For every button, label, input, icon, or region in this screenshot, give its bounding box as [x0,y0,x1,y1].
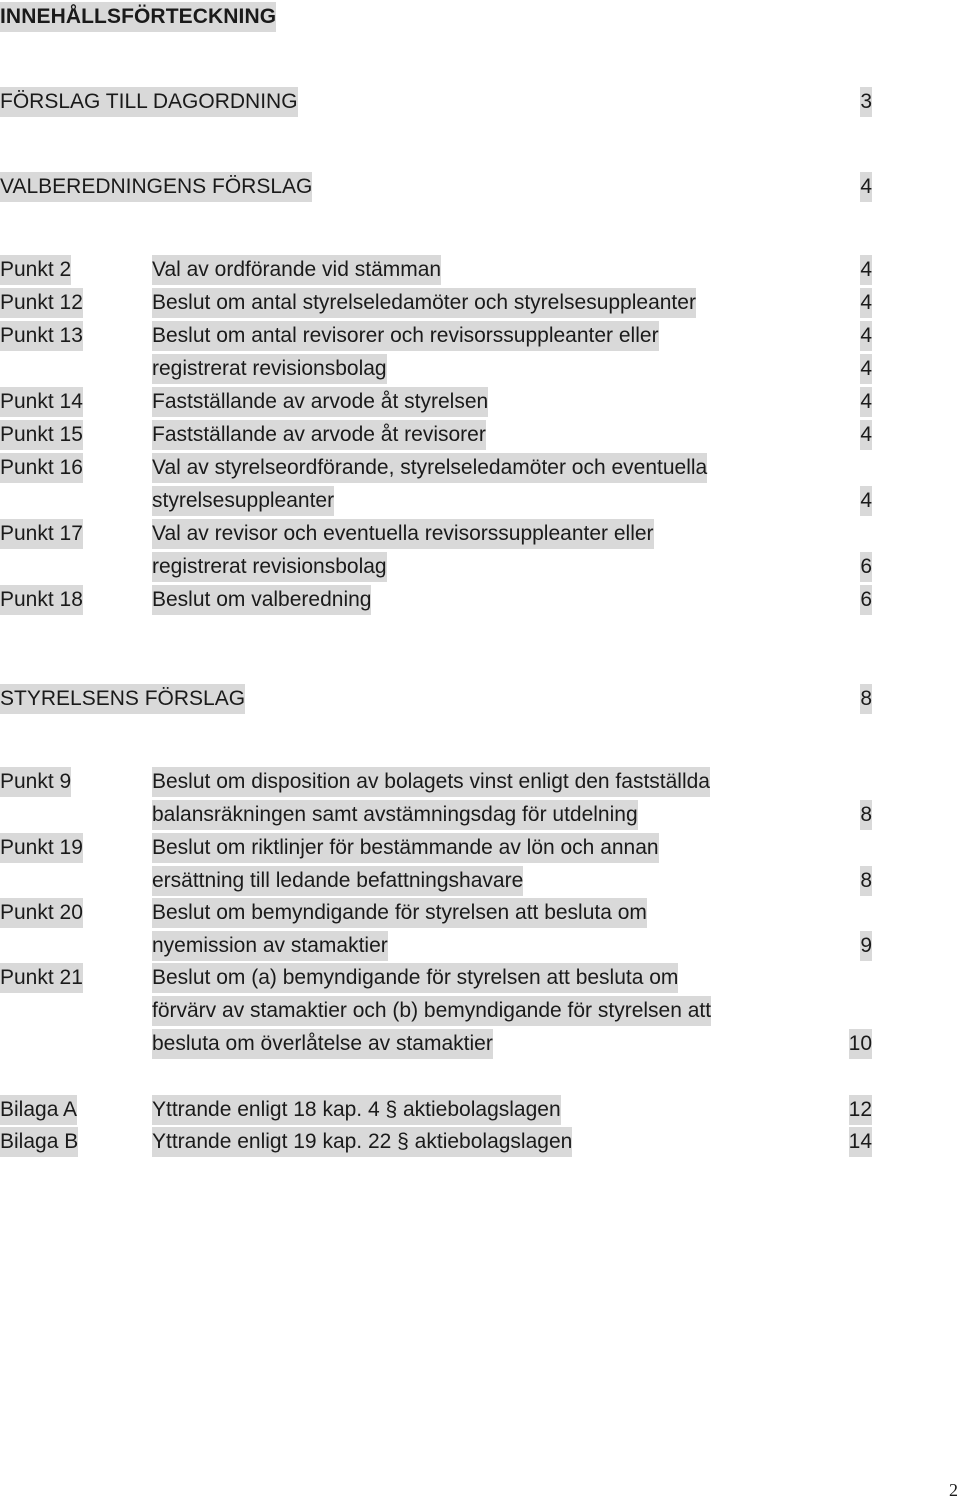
toc-row-page: 9 [860,931,872,961]
toc-row-text: registrerat revisionsbolag [152,354,387,384]
toc-row [0,321,960,354]
toc-row-continuation [0,552,960,585]
toc-row-text: Val av ordförande vid stämman [152,255,441,285]
toc-row-text: Val av revisor och eventuella revisorssuppleanter eller [152,519,654,549]
toc-row-page: 12 [849,1095,872,1125]
toc-row [0,898,960,931]
toc-row-text: Beslut om bemyndigande för styrelsen att besluta om [152,898,647,928]
section-title-dagordning: FÖRSLAG TILL DAGORDNING [0,87,298,117]
toc-row-continuation [0,866,960,899]
toc-row-label: Punkt 21 [0,963,83,993]
toc-row-page: 4 [860,354,872,384]
toc-row [0,963,960,996]
toc-row-page: 8 [860,800,872,830]
toc-row [0,1127,960,1160]
toc-row-page: 6 [860,585,872,615]
toc-row-continuation [0,931,960,964]
toc-row-label: Punkt 16 [0,453,83,483]
page-number: 2 [949,1480,958,1500]
toc-row [0,387,960,420]
toc-row [0,288,960,321]
toc-row-page: 4 [860,387,872,417]
toc-row-text: Beslut om antal revisorer och revisorssuppleanter eller [152,321,659,351]
toc-row-page: 6 [860,552,872,582]
toc-row-text: Beslut om antal styrelseledamöter och styrelsesuppleanter [152,288,696,318]
toc-row-text: besluta om överlåtelse av stamaktier [152,1029,493,1059]
toc-row [0,1095,960,1128]
toc-row-label: Punkt 19 [0,833,83,863]
toc-row-text: nyemission av stamaktier [152,931,388,961]
toc-row-text: Fastställande av arvode åt styrelsen [152,387,488,417]
toc-row-label: Punkt 2 [0,255,71,285]
toc-row-label: Bilaga A [0,1095,77,1125]
toc-row-page: 4 [860,288,872,318]
toc-row-page: 4 [860,486,872,516]
toc-row-label: Punkt 17 [0,519,83,549]
toc-row [0,453,960,486]
toc-row-text: ersättning till ledande befattningshavare [152,866,523,896]
toc-row-text: styrelsesuppleanter [152,486,334,516]
toc-row-label: Punkt 14 [0,387,83,417]
toc-row-label: Bilaga B [0,1127,78,1157]
toc-row-continuation [0,800,960,833]
toc-row-page: 4 [860,420,872,450]
toc-row-text: Yttrande enligt 18 kap. 4 § aktiebolagslagen [152,1095,561,1125]
toc-row [0,833,960,866]
section-page-valberedning: 4 [860,172,872,202]
toc-row-text: Beslut om disposition av bolagets vinst enligt den fastställda [152,767,710,797]
toc-row-text: balansräkningen samt avstämningsdag för utdelning [152,800,638,830]
toc-row-text: registrerat revisionsbolag [152,552,387,582]
toc-row-page: 10 [849,1029,872,1059]
toc-row-text: Beslut om riktlinjer för bestämmande av lön och annan [152,833,659,863]
toc-row-label: Punkt 20 [0,898,83,928]
toc-row [0,420,960,453]
toc-row-text: Val av styrelseordförande, styrelseledamöter och eventuella [152,453,707,483]
toc-row-page: 8 [860,866,872,896]
toc-row [0,767,960,800]
toc-row-text: Beslut om valberedning [152,585,371,615]
toc-row-label: Punkt 18 [0,585,83,615]
section-title-styrelsen: STYRELSENS FÖRSLAG [0,684,245,714]
toc-row-label: Punkt 15 [0,420,83,450]
toc-row [0,585,960,618]
toc-row-text: Yttrande enligt 19 kap. 22 § aktiebolagslagen [152,1127,572,1157]
toc-row-continuation [0,1029,960,1062]
toc-row-label: Punkt 12 [0,288,83,318]
toc-row-continuation [0,486,960,519]
toc-row-page: 4 [860,321,872,351]
toc-row [0,519,960,552]
toc-heading: INNEHÅLLSFÖRTECKNING [0,2,276,32]
toc-row-page: 14 [849,1127,872,1157]
toc-row-text: Beslut om (a) bemyndigande för styrelsen att besluta om [152,963,678,993]
section-page-styrelsen: 8 [860,684,872,714]
toc-row-label: Punkt 13 [0,321,83,351]
toc-row-text: Fastställande av arvode åt revisorer [152,420,486,450]
toc-row-continuation [0,996,960,1029]
section-title-valberedning: VALBEREDNINGENS FÖRSLAG [0,172,312,202]
toc-row-continuation [0,354,960,387]
toc-row-text: förvärv av stamaktier och (b) bemyndigande för styrelsen att [152,996,711,1026]
toc-row-page: 4 [860,255,872,285]
section-page-dagordning: 3 [860,87,872,117]
toc-row-label: Punkt 9 [0,767,71,797]
toc-row [0,255,960,288]
